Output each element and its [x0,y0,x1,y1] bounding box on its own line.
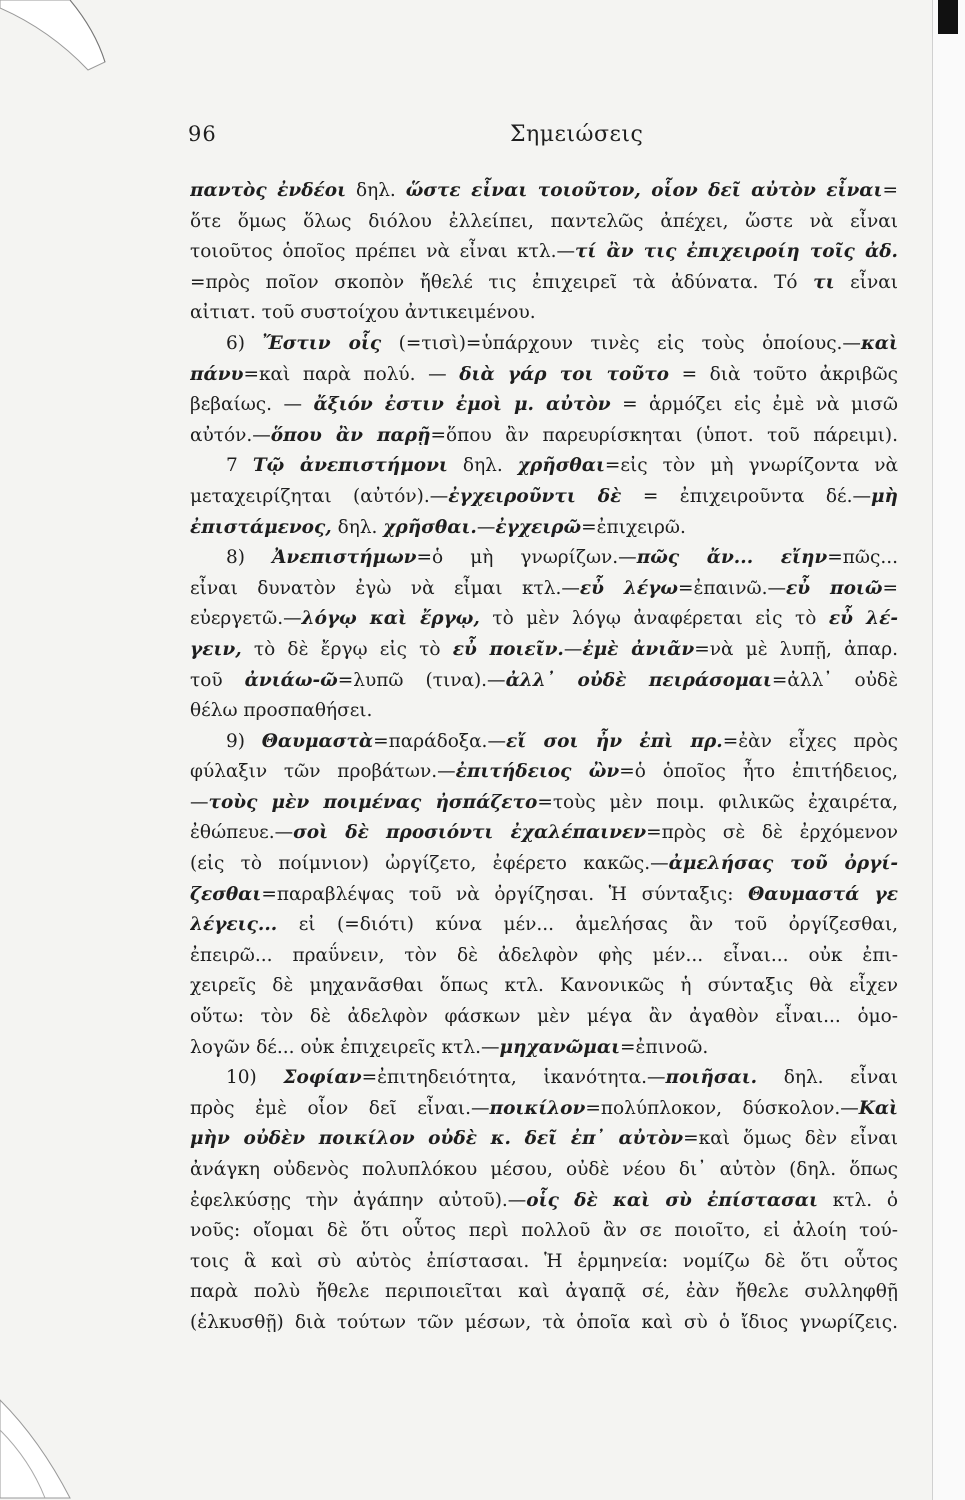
lemma-term: Θαυμαστὰ [261,730,374,752]
gloss-text: φύλαξιν τῶν προβάτων.— [190,761,456,783]
text-line [190,604,898,635]
text-line [190,1063,898,1094]
lemma-term: πῶς ἄν... εἴην [636,547,828,569]
gloss-text: τοιοῦτος ὁποῖος πρέπει νὰ εἶναι κτλ.— [190,241,575,263]
text-line [190,390,898,421]
gloss-text: ἀνάγκη οὐδενὸς πολυπλόκου μέσου, οὐδὲ νέου δι᾽ αὐτὸν (δηλ. ὅπως [190,1159,898,1180]
lemma-term: μηχανῶμαι [499,1036,621,1058]
gloss-text: =καὶ παρὰ πολύ. — [243,363,460,385]
gloss-text: οὕτω: τὸν δὲ ἀδελφὸν φάσκων μὲν μέγα ἂν ἀγαθὸν εἶναι... ὁμο- [190,1006,898,1028]
text-line [190,696,898,727]
running-title: Σημειώσεις [510,122,644,147]
lemma-term: εὖ λέ- [828,608,898,630]
gloss-text: χειρεῖς δὲ μηχανᾶσθαι ὅπως κτλ. Κανονικῶς ἡ σύνταξις θὰ εἶχεν [190,975,898,997]
gloss-text: βεβαίως. — [190,394,314,416]
text-line [190,1124,898,1155]
lemma-term: γειν, [190,638,242,660]
text-line [190,1308,898,1339]
gloss-text: =ἐπινοῶ. [620,1036,709,1058]
gloss-text: =λυπῶ (τινα).— [337,669,506,691]
gloss-text: αἰτιατ. τοῦ συστοίχου ἀντικειμένου. [190,302,536,324]
lemma-term: ἄξιόν ἐστιν ἐμοὶ μ. αὐτὸν [313,394,611,416]
page-header [188,122,900,156]
lemma-term: λέγεις... [190,914,278,936]
text-line [190,574,898,605]
lemma-term: Σοφίαν [283,1067,362,1089]
gloss-text: ἐπειρῶ... πραΰνειν, τὸν δὲ ἀδελφὸν φὴς μέν... εἶναι... οὐκ ἐπι- [190,944,898,966]
text-line [190,1155,898,1186]
lemma-term: ζεσθαι [190,883,262,905]
lemma-term: Θαυμαστά γε [748,883,898,905]
gloss-text: αὐτόν.— [190,424,271,446]
gloss-text: δηλ. εἶναι [757,1067,898,1089]
gloss-text: =ἐὰν εἶχες πρὸς [722,730,898,752]
text-line [190,910,898,941]
lemma-term: εὖ ποιεῖν. [452,638,564,660]
text-line [190,1033,898,1064]
lemma-term: ἀμελήσας τοῦ ὀργί- [668,853,898,875]
page-corner-fold-bottom [0,1380,90,1500]
lemma-term: ποιῆσαι. [665,1067,758,1089]
text-line [190,482,898,513]
lemma-term: μὴν οὐδὲν ποικίλον οὐδὲ κ. δεῖ ἐπ᾽ αὐτὸν [190,1128,684,1150]
lemma-term: ὅπου ἂν παρῇ [270,424,431,446]
lemma-term: Ἀνεπιστήμων [272,547,417,569]
text-line [190,788,898,819]
gloss-text: =καὶ ὅμως δὲν εἶναι [683,1128,898,1150]
gloss-text: =παράδοξα.— [373,730,506,752]
gloss-text: τοις ἃ καὶ σὺ αὐτὸς ἐπίστασαι. Ἡ ἑρμηνεία: νομίζω δὲ ὅτι οὗτος [190,1250,898,1272]
lemma-term: λόγῳ καὶ ἔργῳ, [301,608,480,630]
gloss-text: τὸ δὲ ἔργῳ εἰς τὸ [241,638,453,660]
gloss-text: κτλ. ὁ [818,1189,898,1211]
text-line [190,298,898,329]
lemma-term: χρῆσθαι [517,455,605,477]
gloss-text: = διὰ τοῦτο ἀκριβῶς [669,363,898,385]
gloss-text: =ἀλλ᾽ οὐδὲ [771,669,898,691]
gloss-text: ἐφελκύσῃς τὴν ἀγάπην αὐτοῦ).— [190,1189,527,1211]
gloss-text: εὐεργετῶ.— [190,608,302,630]
text-line [190,880,898,911]
gloss-text: 9) [226,730,262,752]
gloss-text: παρὰ πολὺ ἤθελε περιποιεῖται καὶ ἀγαπᾷ σέ, ἐὰν ἤθελε συλληφθῇ [190,1281,898,1303]
gloss-text: μεταχειρίζηται (αὐτόν).— [190,485,449,507]
notes-text-block [190,176,898,1339]
lemma-term: ἐγχειρῶ [495,516,582,538]
lemma-term: Καὶ [858,1097,898,1119]
scan-edge-mark [938,0,958,34]
gloss-text: =πολύπλοκον, δύσκολον.— [585,1097,859,1119]
gloss-text: =πῶς... [827,547,898,569]
lemma-term: ἀλλ᾽ οὐδὲ πειράσομαι [505,669,772,691]
lemma-term: ὥστε εἶναι τοιοῦτον, οἷον δεῖ αὐτὸν εἶναι [405,180,883,201]
lemma-term: μὴ [870,485,898,507]
gloss-text: — [190,791,209,813]
gloss-text: =τοὺς μὲν ποιμ. φιλικῶς ἐχαιρέτα, [537,791,898,813]
lemma-term: τι [813,271,835,293]
text-line [190,757,898,788]
gloss-text: =ὁ μὴ γνωρίζων.— [416,547,637,569]
text-line [190,1216,898,1247]
gloss-text: =ἐπιχειρῶ. [581,516,686,538]
text-line [190,360,898,391]
gloss-text: =ἐπιτηδειότητα, ἱκανότητα.— [361,1067,666,1089]
gloss-text: =νὰ μὲ λυπῇ, ἀπαρ. [694,638,898,660]
text-line [190,513,898,544]
gloss-text: θέλω προσπαθήσει. [190,700,373,722]
gloss-text: =παραβλέψας τοῦ νὰ ὀργίζησαι. Ἡ σύνταξις: [261,883,749,905]
gloss-text: ἐθώπευε.— [190,822,294,844]
gloss-text: =ἐπαινῶ.— [677,577,786,599]
lemma-term: Τῷ ἀνεπιστήμονι [252,455,448,477]
lemma-term: παντὸς ἐνδέοι [190,180,347,201]
text-line [190,176,898,207]
gloss-text: = ἐπιχειροῦντα δέ.— [621,485,871,507]
text-line [190,207,898,238]
lemma-term: χρῆσθαι. [383,516,477,538]
lemma-term: τοὺς μὲν ποιμένας ἠσπάζετο [208,791,538,813]
page-number: 96 [188,122,217,146]
text-line [190,1002,898,1033]
gloss-text: ὅτε ὅμως ὅλως διόλου ἐλλείπει, παντελῶς ἀπέχει, ὥστε νὰ εἶναι [190,210,898,232]
lemma-term: ἐπιτήδειος ὢν [455,761,620,783]
lemma-term: ἀνιάω-ῶ [244,669,338,691]
text-line [190,1247,898,1278]
lemma-term: σοὶ δὲ προσιόντι ἐχαλέπαινεν [293,822,647,844]
text-line [190,727,898,758]
lemma-term: ἐμὲ ἀνιᾶν [582,638,695,660]
gloss-text: 6) [226,332,263,354]
text-line [190,1277,898,1308]
text-line [190,971,898,1002]
lemma-term: ποικίλον [489,1097,586,1119]
gloss-text: =ὁ ὁποῖος ἦτο ἐπιτήδειος, [619,761,898,783]
text-line [190,1186,898,1217]
lemma-term: διὰ γάρ τοι τοῦτο [459,363,670,385]
lemma-term: οἷς δὲ καὶ σὺ ἐπίστασαι [526,1189,818,1211]
lemma-term: εὖ λέγω [579,577,678,599]
text-line [190,237,898,268]
gloss-text: =εἰς τὸν μὴ γνωρίζοντα νὰ [604,455,898,477]
text-line [190,666,898,697]
gloss-text: (ἑλκυσθῇ) διὰ τούτων τῶν μέσων, τὰ ὁποῖα καὶ σὺ ὁ ἴδιος γνωρίζεις. [190,1311,898,1333]
gloss-text: 10) [226,1067,284,1089]
lemma-term: Ἔστιν οἷς [262,332,382,354]
text-line [190,543,898,574]
gloss-text: δηλ. [331,516,384,538]
lemma-term: ἐγχειροῦντι δὲ [448,485,622,507]
gloss-text: δηλ. [447,455,518,477]
gloss-text: 7 [226,455,253,477]
text-line [190,451,898,482]
gloss-text: = ἁρμόζει εἰς ἐμὲ νὰ μισῶ [610,394,898,416]
lemma-term: ἐπιστάμενος, [190,516,332,538]
page-corner-fold [0,0,110,95]
text-line [190,635,898,666]
gloss-text: λογῶν δέ... οὐκ ἐπιχειρεῖς κτλ.— [190,1036,500,1058]
gloss-text: πρὸς ἐμὲ οἷον δεῖ εἶναι.— [190,1097,490,1119]
lemma-term: εὖ ποιῶ [786,577,883,599]
gloss-text: νοῦς: οἴομαι δὲ ὅτι οὗτος περὶ πολλοῦ ἂν σε ποιοῖτο, εἰ ἀλοίη τού- [190,1220,898,1242]
text-line [190,818,898,849]
gloss-text: εἶναι [834,271,898,293]
lemma-term: εἴ σοι ἦν ἐπὶ πρ. [505,730,723,752]
gloss-text: 8) [226,547,273,569]
gloss-text: =πρὸς ποῖον σκοπὸν ἤθελέ τις ἐπιχειρεῖ τὰ ἀδύνατα. Τό [190,271,814,293]
text-line [190,268,898,299]
text-line [190,849,898,880]
page-edge [932,0,965,1500]
gloss-text: =ὅπου ἂν παρευρίσκηται (ὑποτ. τοῦ πάρειμι). [430,424,898,446]
text-line [190,421,898,452]
text-line [190,1094,898,1125]
lemma-term: πάνυ [190,363,244,385]
gloss-text: — [563,638,583,660]
text-line [190,329,898,360]
gloss-text: εἶναι δυνατὸν ἐγὼ νὰ εἶμαι κτλ.— [190,577,580,599]
gloss-text: = [882,180,898,201]
gloss-text: δηλ. [346,180,406,201]
gloss-text: εἰ (=διότι) κύνα μέν... ἀμελήσας ἂν τοῦ ὀργίζεσθαι, [277,914,898,936]
gloss-text: (=τισὶ)=ὑπάρχουν τινὲς εἰς τοὺς ὁποίους.— [381,332,861,354]
gloss-text: = [882,577,898,599]
lemma-term: τί ἂν τις ἐπιχειροίη τοῖς ἀδ. [574,241,898,263]
gloss-text: =πρὸς σὲ δὲ ἐρχόμενον [646,822,898,844]
text-line [190,941,898,972]
gloss-text: τοῦ [190,669,245,691]
gloss-text: τὸ μὲν λόγῳ ἀναφέρεται εἰς τὸ [479,608,829,630]
gloss-text: (εἰς τὸ ποίμνιον) ὠργίζετο, ἐφέρετο κακῶς.— [190,853,669,875]
gloss-text: — [476,516,496,538]
lemma-term: καὶ [860,332,898,354]
